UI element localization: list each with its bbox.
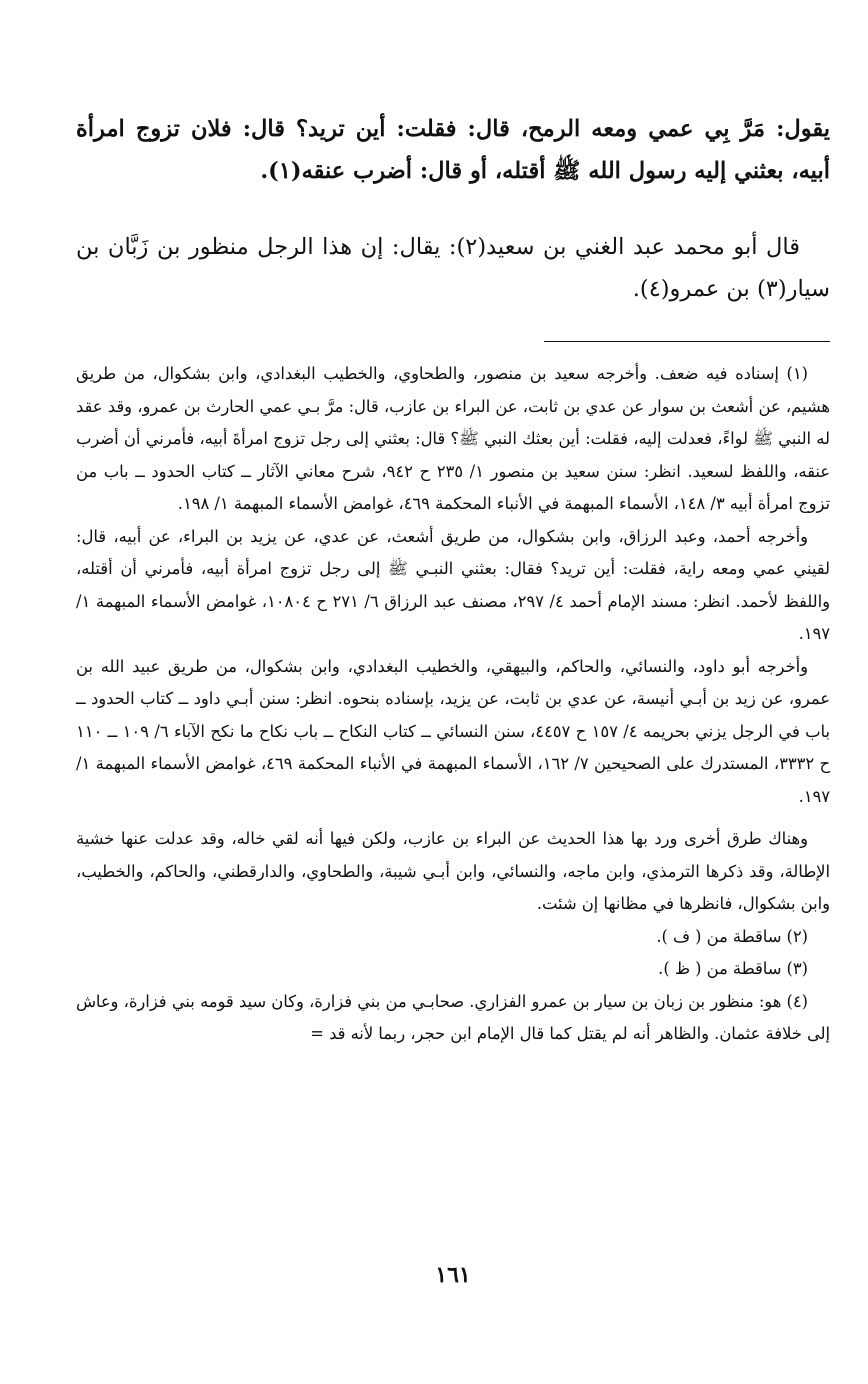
footnote-4: (٤) هو: منظور بن زبان بن سيار بن عمرو الفزاري. صحابـي من بني فزارة، وكان سيد قومه بني فزارة، وعاش إلى خلافة عثمان. والظاهر أنه لم يقتل كما قال الإمام ابن حجر، ربما لأنه قد =: [76, 991, 830, 1043]
main-paragraph-1: يقول: مَرَّ بِي عمي ومعه الرمح، قال: فقلت: أين تريد؟ قال: فلان تزوج امرأة أبيه، بعثني إليه رسول الله ﷺ أقتله، أو قال: أضرب عنقه(١).: [76, 116, 830, 184]
book-page: [76, 0, 830, 1384]
main-paragraph-2: قال أبو محمد عبد الغني بن سعيد(٢): يقال: إن هذا الرجل منظور بن زَبَّان بن سيار(٣) بن عمرو(٤).: [76, 234, 830, 302]
footnote-1d: وهناك طرق أخرى ورد بها هذا الحديث عن البراء بن عازب، ولكن فيها أنه لقي خاله، وقد عدلت عنها خشية الإطالة، وقد ذكرها الترمذي، وابن ماجه، والنسائي، وابن أبـي شيبة، والطحاوي، والدارقطني، والحاكم، والخطيب، وابن بشكوال، فانظرها في مظانها إن شئت.: [76, 829, 830, 913]
footnote-1c: وأخرجه أبو داود، والنسائي، والحاكم، والبيهقي، والخطيب البغدادي، وابن بشكوال، من طريق عبيد الله بن عمرو، عن زيد بن أبـي أنيسة، عن عدي بن ثابت، عن يزيد، بإسناده بنحوه. انظر: سنن أبـي داود ــ كتاب الحدود ــ باب في الرجل يزني بحريمه ٤/ ١٥٧ ح ٤٤٥٧، سنن النسائي ــ كتاب النكاح ــ باب نكاح ما نكح الآباء ٦/ ١٠٩ ــ ١١٠ ح ٣٣٣٢، المستدرك على الصحيحين ٧/ ١٦٢، الأسماء المبهمة في الأنباء المحكمة ٤٦٩، غوامض الأسماء المبهمة ١/ ١٩٧.: [76, 656, 830, 806]
footnote-3: (٣) ساقطة من ( ظ ).: [658, 959, 808, 978]
footnote-1a: (١) إسناده فيه ضعف. وأخرجه سعيد بن منصور، والطحاوي، والخطيب البغدادي، وابن بشكوال، من طريق هشيم، عن أشعث بن سوار عن عدي بن ثابت، عن البراء بن عازب، قال: مرَّ بـي عمي الحارث بن عمرو، وقد عقد له النبي ﷺ لواءً، فعدلت إليه، فقلت: أين بعثك النبي ﷺ؟ قال: بعثني إلى رجل تزوج امرأةَ أبيه، فأمرني أن أضرب عنقه، واللفظ لسعيد. انظر: سنن سعيد بن منصور ١/ ٢٣٥ ح ٩٤٢، شرح معاني الآثار ــ كتاب الحدود ــ باب من تزوج امرأة أبيه ٣/ ١٤٨، الأسماء المبهمة في الأنباء المحكمة ٤٦٩، غوامض الأسماء المبهمة ١/ ١٩٨.: [76, 364, 830, 513]
footnote-separator: [544, 341, 830, 342]
footnotes: [76, 358, 830, 1051]
page-number: ١٦١: [435, 1262, 471, 1288]
footnote-2: (٢) ساقطة من ( ف ).: [656, 926, 808, 946]
footnote-1b: وأخرجه أحمد، وعبد الرزاق، وابن بشكوال، من طريق أشعث، عن عدي، عن يزيد بن البراء، عن أبيه، قال: لقيني عمي ومعه راية، فقلت: أين تريد؟ فقال: بعثني النبـي ﷺ إلى رجل تزوج امرأة أبيه، فأمرني أن أقتله، واللفظ لأحمد. انظر: مسند الإمام أحمد ٤/ ٢٩٧، مصنف عبد الرزاق ٦/ ٢٧١ ح ١٠٨٠٤، غوامض الأسماء المبهمة ١/ ١٩٧.: [76, 526, 830, 643]
